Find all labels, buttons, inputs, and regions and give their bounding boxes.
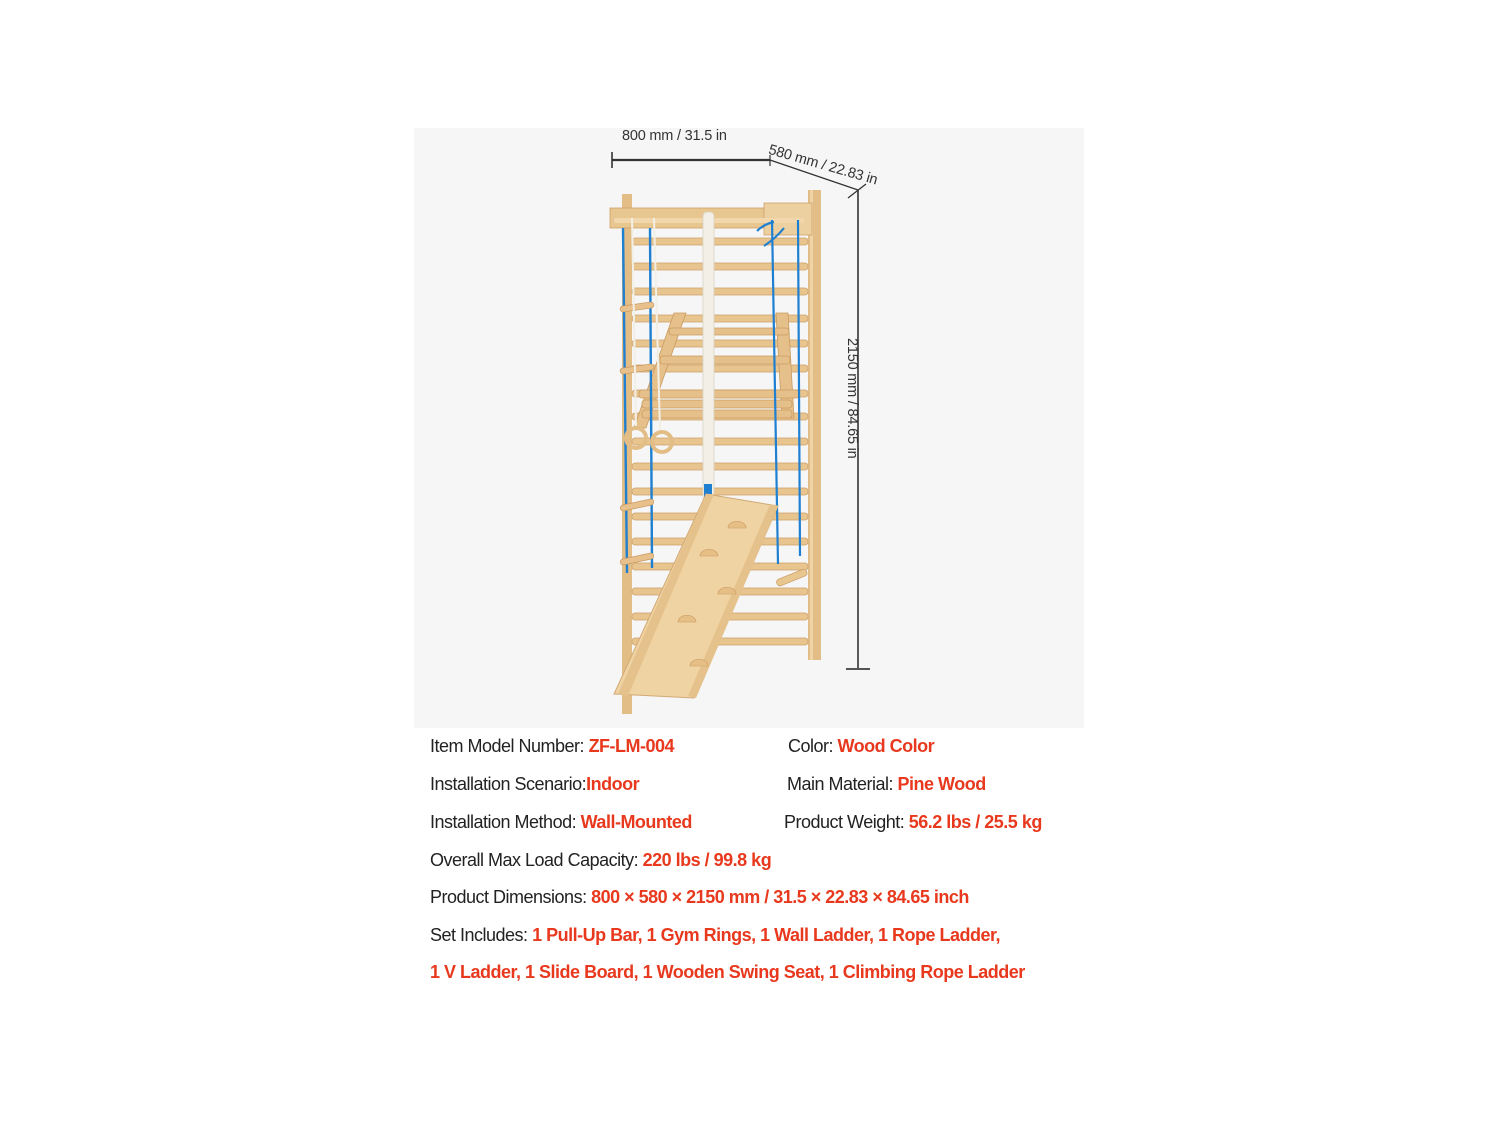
spec-model-number: [430, 736, 674, 757]
spec-value: Wall-Mounted: [580, 812, 692, 832]
height-dimension-label: 2150 mm / 84.65 in: [844, 338, 860, 459]
spec-value: Pine Wood: [897, 774, 986, 794]
spec-installation-method: [430, 812, 692, 833]
spec-color: [788, 736, 934, 757]
spec-value: 220 lbs / 99.8 kg: [642, 850, 772, 870]
spec-label: Color:: [788, 736, 838, 756]
spec-max-load-capacity: [430, 850, 771, 871]
spec-main-material: [787, 774, 986, 795]
spec-value: Wood Color: [837, 736, 935, 756]
width-dimension-label: 800 mm / 31.5 in: [622, 128, 727, 144]
spec-value: 56.2 lbs / 25.5 kg: [908, 812, 1042, 832]
spec-label: Installation Method:: [430, 812, 581, 832]
spec-product-dimensions: [430, 887, 969, 908]
spec-label: Overall Max Load Capacity:: [430, 850, 643, 870]
product-photo: [414, 128, 1084, 728]
spec-installation-scenario: [430, 774, 639, 795]
spec-label: Set Includes:: [430, 925, 533, 945]
specifications-panel: [414, 728, 1084, 998]
wall-ladder-illustration: [414, 128, 1084, 728]
spec-label: Installation Scenario:: [430, 774, 587, 794]
climbing-rope: [703, 212, 714, 502]
slide-board: [614, 494, 778, 698]
spec-set-includes: [430, 925, 1000, 946]
spec-value: 800 × 580 × 2150 mm / 31.5 × 22.83 × 84.65 inch: [591, 887, 969, 907]
spec-label: Main Material:: [787, 774, 898, 794]
spec-label: Product Dimensions:: [430, 887, 592, 907]
spec-label: Item Model Number:: [430, 736, 589, 756]
spec-value: Indoor: [586, 774, 640, 794]
product-info-card: [414, 128, 1084, 998]
depth-dimension-label: 580 mm / 22.83 in: [766, 142, 880, 189]
spec-product-weight: [784, 812, 1042, 833]
spec-label: Product Weight:: [784, 812, 909, 832]
spec-value: ZF-LM-004: [588, 736, 675, 756]
spec-set-includes-continued: [430, 962, 1025, 983]
spec-value: 1 Pull-Up Bar, 1 Gym Rings, 1 Wall Ladder, 1 Rope Ladder,: [532, 925, 1001, 945]
spec-value: 1 V Ladder, 1 Slide Board, 1 Wooden Swing Seat, 1 Climbing Rope Ladder: [430, 962, 1025, 982]
